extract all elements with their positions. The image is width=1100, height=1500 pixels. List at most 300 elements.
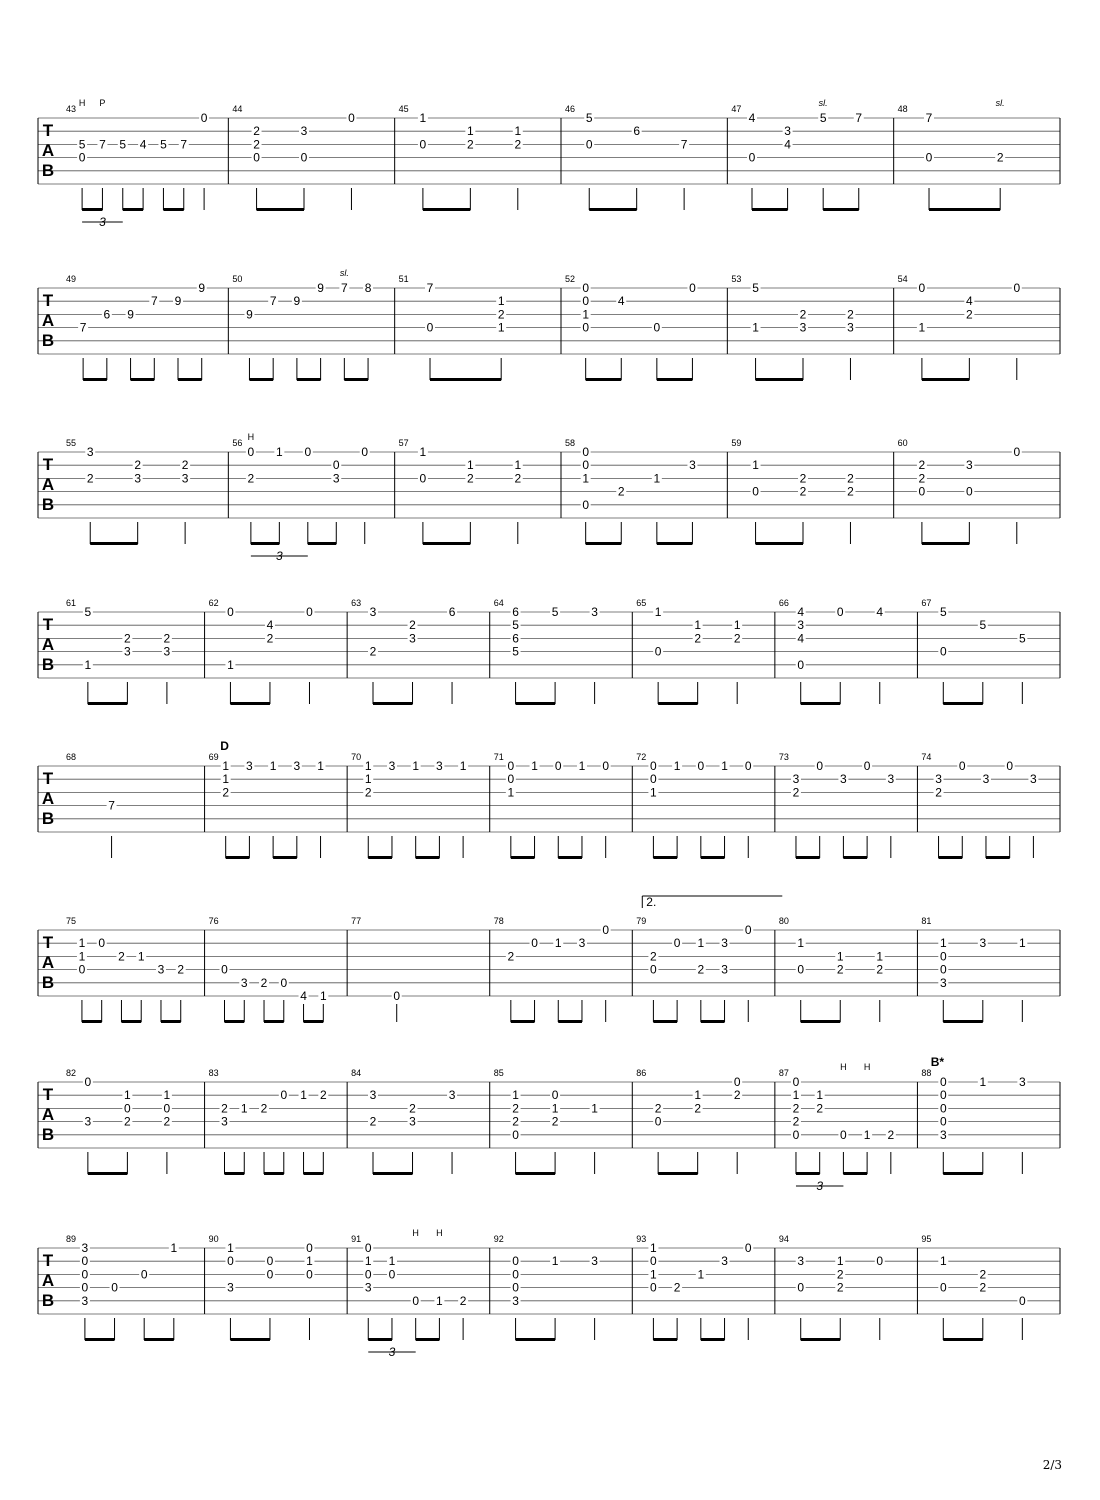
fret-number: 0 — [816, 759, 824, 773]
fret-number: 1 — [733, 618, 741, 633]
fret-number: 1 — [240, 1101, 248, 1116]
measure-number: 95 — [921, 1234, 932, 1244]
tab-clef-letter: T — [42, 933, 54, 952]
fret-number: 0 — [582, 281, 590, 295]
note-beam — [943, 1338, 983, 1341]
fret-number: 6 — [633, 124, 641, 139]
fret-number: 5 — [512, 644, 519, 659]
fret-number: 0 — [81, 1254, 89, 1269]
fret-number: 1 — [467, 458, 474, 473]
fret-number: 1 — [531, 759, 538, 773]
note-beam — [701, 856, 725, 859]
note-beam — [657, 542, 693, 545]
note-beam — [230, 1338, 270, 1341]
section-marker: B* — [930, 1055, 945, 1069]
note-beam — [430, 378, 501, 381]
note-beam — [796, 856, 820, 859]
fret-number: 2 — [260, 1101, 268, 1116]
fret-number: 0 — [512, 1127, 519, 1142]
fret-number: 3 — [181, 471, 189, 486]
fret-number: 1 — [863, 1127, 871, 1142]
fret-number: 0 — [585, 137, 593, 152]
fret-number: 0 — [1006, 759, 1014, 773]
fret-number: 0 — [348, 111, 355, 125]
measure-number: 55 — [66, 438, 77, 448]
fret-number: 0 — [582, 294, 590, 309]
fret-number: 7 — [180, 137, 188, 152]
measure-number: 81 — [921, 916, 932, 926]
fret-number: 0 — [673, 936, 681, 951]
fret-number: 9 — [293, 294, 301, 309]
fret-number: 3 — [847, 320, 854, 335]
fret-number: 1 — [170, 1241, 178, 1255]
tab-clef-letter: A — [41, 1271, 55, 1290]
technique-mark: H — [436, 1228, 443, 1238]
measure-number: 53 — [731, 274, 742, 284]
tuplet-number: 3 — [816, 1179, 824, 1193]
fret-number: 0 — [306, 605, 313, 619]
fret-number: 2 — [836, 962, 844, 977]
fret-number: 6 — [512, 605, 519, 619]
fret-number: 7 — [108, 798, 115, 813]
fret-number: 0 — [836, 605, 844, 619]
fret-number: 7 — [426, 281, 434, 295]
measure-number: 54 — [897, 274, 908, 284]
fret-number: 0 — [733, 1075, 741, 1089]
measure-number: 83 — [208, 1068, 219, 1078]
fret-number: 2 — [467, 471, 474, 486]
fret-number: 1 — [137, 949, 145, 964]
fret-number: 1 — [816, 1088, 824, 1103]
fret-number: 2 — [497, 307, 505, 322]
fret-number: 9 — [198, 281, 206, 295]
fret-number: 3 — [721, 1254, 728, 1269]
fret-number: 3 — [134, 471, 142, 486]
measure-number: 94 — [778, 1234, 789, 1244]
tab-clef-letter: T — [42, 291, 54, 310]
fret-number: 2 — [887, 1127, 895, 1142]
fret-number: 8 — [364, 281, 372, 295]
fret-number: 7 — [925, 111, 933, 125]
measure-number: 90 — [208, 1234, 219, 1244]
measure-number: 48 — [897, 104, 908, 114]
fret-number: 0 — [551, 1088, 559, 1103]
fret-number: 1 — [582, 471, 590, 486]
note-beam — [304, 1172, 324, 1175]
fret-number: 0 — [602, 759, 610, 773]
fret-number: 2 — [650, 949, 657, 964]
fret-number: 1 — [227, 657, 234, 672]
fret-number: 3 — [409, 1114, 416, 1129]
fret-number: 2 — [697, 962, 705, 977]
fret-number: 0 — [200, 111, 208, 125]
note-beam — [121, 1020, 141, 1023]
fret-number: 0 — [792, 1127, 800, 1142]
fret-number: 0 — [364, 1241, 372, 1255]
note-beam — [843, 1172, 867, 1175]
fret-number: 3 — [982, 772, 990, 787]
fret-number: 3 — [887, 772, 895, 787]
fret-number: 5 — [119, 137, 127, 152]
fret-number: 1 — [84, 657, 92, 672]
fret-number: 3 — [369, 605, 377, 619]
note-beam — [264, 1172, 284, 1175]
note-beam — [344, 378, 368, 381]
fret-number: 2 — [935, 785, 942, 800]
fret-number: 2 — [979, 1280, 987, 1295]
note-beam — [264, 1020, 284, 1023]
note-beam — [368, 1338, 392, 1341]
fret-number: 3 — [979, 936, 987, 951]
technique-mark: H — [78, 98, 86, 108]
fret-number: 3 — [332, 471, 340, 486]
note-beam — [123, 208, 143, 211]
tuplet-number: 3 — [275, 549, 283, 563]
fret-number: 3 — [221, 1114, 228, 1129]
tab-clef-letter: A — [41, 635, 55, 654]
measure-number: 74 — [921, 752, 932, 762]
fret-number: 3 — [448, 1088, 456, 1103]
tab-clef-letter: T — [42, 121, 54, 140]
fret-number: 1 — [275, 445, 283, 459]
measure-number: 47 — [731, 104, 742, 114]
fret-number: 0 — [253, 150, 260, 165]
fret-number: 2 — [876, 962, 884, 977]
fret-number: 1 — [269, 759, 277, 773]
fret-number: 3 — [163, 644, 171, 659]
tab-clef-letter: A — [41, 1105, 55, 1124]
note-beam — [796, 1172, 820, 1175]
fret-number: 0 — [650, 772, 657, 787]
measure-number: 43 — [66, 104, 77, 114]
fret-number: 2 — [86, 471, 94, 486]
fret-number: 1 — [697, 936, 705, 951]
fret-number: 2 — [799, 307, 807, 322]
measure-number: 85 — [493, 1068, 504, 1078]
fret-number: 9 — [317, 281, 324, 295]
tab-clef-letter: T — [42, 615, 54, 634]
fret-number: 0 — [306, 1267, 313, 1282]
fret-number: 1 — [591, 1101, 598, 1116]
fret-number: 0 — [863, 759, 871, 773]
fret-number: 2 — [459, 1293, 467, 1308]
note-beam — [373, 1172, 413, 1175]
fret-number: 0 — [419, 471, 427, 486]
fret-number: 0 — [650, 759, 657, 773]
measure-number: 61 — [66, 598, 77, 608]
note-beam — [226, 856, 250, 859]
fret-number: 0 — [266, 1267, 274, 1282]
note-beam — [163, 208, 183, 211]
tab-clef-letter: A — [41, 475, 55, 494]
note-beam — [589, 208, 636, 211]
measure-number: 73 — [778, 752, 789, 762]
fret-number: 5 — [585, 111, 593, 125]
fret-number: 3 — [86, 445, 94, 459]
note-beam — [939, 856, 963, 859]
measure-number: 63 — [351, 598, 362, 608]
fret-number: 2 — [507, 949, 515, 964]
fret-number: 1 — [78, 936, 86, 951]
fret-number: 4 — [797, 605, 805, 619]
measure-number: 89 — [66, 1234, 77, 1244]
fret-number: 1 — [222, 772, 230, 787]
fret-number: 3 — [939, 1127, 947, 1142]
fret-number: 0 — [650, 1280, 657, 1295]
note-beam — [423, 542, 470, 545]
fret-number: 1 — [836, 949, 844, 964]
note-beam — [416, 856, 440, 859]
measure-number: 44 — [232, 104, 243, 114]
note-beam — [922, 378, 969, 381]
note-beam — [922, 542, 969, 545]
fret-number: 0 — [280, 1088, 288, 1103]
fret-number: 0 — [1018, 1293, 1026, 1308]
note-beam — [986, 856, 1010, 859]
fret-number: 3 — [388, 759, 396, 773]
note-beam — [943, 1020, 983, 1023]
fret-number: 4 — [784, 137, 791, 152]
fret-number: 2 — [847, 307, 854, 322]
fret-number: 2 — [792, 1101, 800, 1116]
technique-mark: H — [247, 432, 255, 442]
fret-number: 2 — [369, 1114, 377, 1129]
tab-clef-letter: B — [41, 495, 55, 514]
measure-number: 91 — [351, 1234, 362, 1244]
fret-number: 0 — [918, 281, 926, 295]
fret-number: 0 — [419, 137, 427, 152]
fret-number: 0 — [939, 1075, 947, 1089]
measure-number: 60 — [897, 438, 908, 448]
note-beam — [658, 702, 698, 705]
note-beam — [801, 702, 841, 705]
fret-number: 2 — [163, 1114, 171, 1129]
note-beam — [843, 856, 867, 859]
note-beam — [249, 378, 273, 381]
fret-number: 0 — [840, 1127, 847, 1142]
note-beam — [144, 1338, 174, 1341]
fret-number: 5 — [979, 618, 987, 633]
fret-number: 0 — [654, 1114, 662, 1129]
fret-number: 4 — [966, 294, 973, 309]
fret-number: 3 — [409, 631, 416, 646]
fret-number: 0 — [697, 759, 705, 773]
fret-number: 2 — [221, 1101, 228, 1116]
fret-number: 2 — [966, 307, 973, 322]
fret-number: 1 — [436, 1293, 443, 1308]
measure-number: 77 — [351, 916, 362, 926]
measure-number: 56 — [232, 438, 243, 448]
fret-number: 1 — [650, 785, 657, 800]
measure-number: 79 — [636, 916, 647, 926]
fret-number: 3 — [799, 320, 807, 335]
fret-number: 5 — [84, 605, 92, 619]
fret-number: 1 — [124, 1088, 131, 1103]
fret-number: 3 — [935, 772, 942, 787]
fret-number: 1 — [694, 1088, 702, 1103]
fret-number: 1 — [694, 618, 702, 633]
fret-number: 5 — [78, 137, 86, 152]
note-beam — [88, 702, 128, 705]
fret-number: 0 — [81, 1280, 89, 1295]
fret-number: 1 — [412, 759, 420, 773]
fret-number: 4 — [266, 618, 274, 633]
ending-label: 2. — [646, 895, 657, 909]
note-beam — [423, 208, 470, 211]
measure-number: 59 — [731, 438, 742, 448]
fret-number: 0 — [124, 1101, 131, 1116]
measure-number: 67 — [921, 598, 932, 608]
measure-number: 78 — [493, 916, 504, 926]
fret-number: 3 — [578, 936, 586, 951]
fret-number: 3 — [512, 1293, 519, 1308]
fret-number: 3 — [369, 1088, 377, 1103]
fret-number: 0 — [78, 962, 86, 977]
note-beam — [251, 542, 279, 545]
fret-number: 7 — [269, 294, 277, 309]
fret-number: 4 — [139, 137, 147, 152]
fret-number: 1 — [497, 294, 505, 309]
fret-number: 2 — [253, 124, 260, 139]
fret-number: 1 — [306, 1254, 313, 1269]
note-beam — [297, 378, 321, 381]
fret-number: 6 — [448, 605, 456, 619]
fret-number: 1 — [551, 1254, 559, 1269]
fret-number: 0 — [797, 962, 805, 977]
fret-number: 1 — [222, 759, 230, 773]
fret-number: 1 — [1018, 936, 1026, 951]
fret-number: 7 — [99, 137, 106, 152]
fret-number: 2 — [694, 1101, 702, 1116]
fret-number: 5 — [1018, 631, 1026, 646]
fret-number: 0 — [939, 1101, 947, 1116]
note-beam — [558, 1020, 582, 1023]
fret-number: 2 — [512, 1101, 519, 1116]
fret-number: 0 — [78, 150, 86, 165]
note-beam — [658, 1172, 698, 1175]
fret-number: 5 — [819, 111, 827, 125]
fret-number: 0 — [84, 1075, 92, 1089]
fret-number: 0 — [653, 320, 661, 335]
tab-clef-letter: B — [41, 973, 55, 992]
note-beam — [653, 1338, 677, 1341]
fret-number: 1 — [300, 1088, 307, 1103]
fret-number: 3 — [157, 962, 165, 977]
fret-number: 4 — [797, 631, 805, 646]
fret-number: 2 — [409, 618, 416, 633]
fret-number: 0 — [426, 320, 434, 335]
note-beam — [516, 1338, 556, 1341]
fret-number: 1 — [653, 471, 661, 486]
measure-number: 51 — [398, 274, 409, 284]
measure-number: 75 — [66, 916, 77, 926]
fret-number: 5 — [512, 618, 519, 633]
fret-number: 9 — [246, 307, 253, 322]
measure-number: 87 — [778, 1068, 789, 1078]
fret-number: 0 — [744, 759, 752, 773]
fret-number: 0 — [163, 1101, 171, 1116]
fret-number: 9 — [174, 294, 182, 309]
fret-number: 7 — [79, 320, 87, 335]
fret-number: 3 — [1018, 1075, 1026, 1089]
fret-number: 0 — [98, 936, 106, 951]
fret-number: 3 — [939, 975, 947, 990]
fret-number: 1 — [979, 1075, 987, 1089]
fret-number: 0 — [792, 1075, 800, 1089]
note-beam — [657, 378, 693, 381]
fret-number: 1 — [317, 759, 324, 773]
measure-number: 45 — [398, 104, 409, 114]
page-number: 2/3 — [1042, 1458, 1062, 1472]
tuplet-number: 3 — [99, 215, 106, 229]
fret-number: 1 — [939, 936, 947, 951]
fret-number: 3 — [797, 618, 805, 633]
fret-number: 2 — [467, 137, 474, 152]
note-beam — [823, 208, 859, 211]
note-beam — [82, 208, 102, 211]
note-beam — [225, 1020, 245, 1023]
fret-number: 0 — [1013, 445, 1021, 459]
fret-number: 1 — [554, 936, 562, 951]
tab-clef-letter: A — [41, 789, 55, 808]
measure-number: 49 — [66, 274, 77, 284]
tab-clef-letter: T — [42, 1085, 54, 1104]
tab-clef-letter: B — [41, 161, 55, 180]
note-beam — [516, 702, 556, 705]
technique-mark: sl. — [818, 98, 828, 108]
fret-number: 1 — [939, 1254, 947, 1269]
fret-number: 3 — [81, 1241, 89, 1255]
fret-number: 2 — [847, 484, 854, 499]
measure-number: 72 — [636, 752, 647, 762]
fret-number: 2 — [260, 975, 268, 990]
fret-number: 3 — [124, 644, 131, 659]
technique-mark: sl. — [339, 268, 349, 278]
fret-number: 0 — [602, 923, 610, 937]
fret-number: 1 — [752, 458, 759, 473]
measure-number: 86 — [636, 1068, 647, 1078]
fret-number: 0 — [512, 1267, 519, 1282]
fret-number: 3 — [689, 458, 696, 473]
note-beam — [88, 1172, 128, 1175]
fret-number: 3 — [246, 759, 253, 773]
fret-number: 3 — [721, 936, 728, 951]
fret-number: 3 — [240, 975, 248, 990]
note-beam — [943, 1172, 983, 1175]
fret-number: 4 — [300, 989, 307, 1003]
fret-number: 1 — [419, 111, 427, 125]
measure-number: 76 — [208, 916, 219, 926]
fret-number: 1 — [507, 785, 515, 800]
fret-number: 0 — [918, 484, 926, 499]
fret-number: 1 — [792, 1088, 800, 1103]
fret-number: 3 — [591, 605, 598, 619]
measure-number: 58 — [565, 438, 576, 448]
fret-number: 1 — [697, 1267, 705, 1282]
fret-number: 0 — [797, 657, 805, 672]
note-beam — [308, 542, 336, 545]
fret-number: 2 — [181, 458, 189, 473]
fret-number: 0 — [939, 1280, 947, 1295]
fret-number: 1 — [512, 1088, 519, 1103]
tab-clef-letter: B — [41, 331, 55, 350]
fret-number: 3 — [784, 124, 791, 139]
fret-number: 1 — [650, 1267, 657, 1282]
note-beam — [756, 378, 803, 381]
fret-number: 1 — [419, 445, 427, 459]
tab-clef-letter: B — [41, 809, 55, 828]
fret-number: 0 — [958, 759, 966, 773]
